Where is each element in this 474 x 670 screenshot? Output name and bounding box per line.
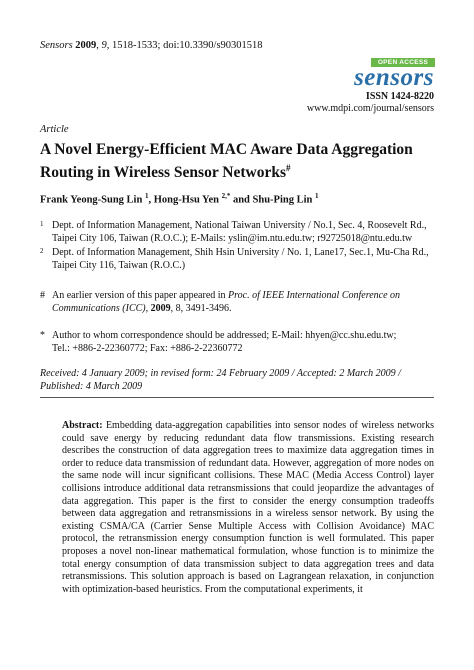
issn: ISSN 1424-8220 xyxy=(365,91,434,102)
paper-title xyxy=(40,141,440,182)
author-name: Frank Yeong-Sung Lin xyxy=(40,194,143,206)
note-venue: Proc. of IEEE International Conference on Communications (ICC) xyxy=(52,290,401,314)
correspondence-line-2: Tel.: +886-2-22360772; Fax: +886-2-22360772 xyxy=(52,342,243,354)
author-name: Hong-Hsu Yen xyxy=(153,194,219,206)
section-divider xyxy=(40,397,434,398)
author-sep: and xyxy=(230,194,253,206)
note-post: , 8, 3491-3496. xyxy=(170,302,232,314)
affiliation-number: 2 xyxy=(40,247,44,255)
author-affil-sup: 1 xyxy=(144,192,149,200)
publication-dates: Received: 4 January 2009; in revised form: 24 February 2009 / Accepted: 2 March 2009 / Published: 4 March 2009 xyxy=(40,368,401,392)
journal-logo: sensors xyxy=(354,64,434,91)
title-text: A Novel Energy-Efficient MAC Aware Data Aggregation Routing in Wireless Sensor Networks xyxy=(40,141,413,182)
note-pre: An earlier version of this paper appeared in xyxy=(52,290,229,301)
affiliation-text: Dept. of Information Management, Shih Hsin University / No. 1, Lane17, Sec.1, Mu-Cha Rd., Taipei City 116, Taiwan (R.O.C.) xyxy=(52,247,429,271)
affiliation-text: Dept. of Information Management, National Taiwan University / No.1, Sec. 4, Roosevelt Rd., Taipei City 106, Taiwan (R.O.C.); E-Mails: yslin@im.ntu.edu.tw; r92725018@ntu.edu.tw xyxy=(52,220,427,244)
correspondence-note xyxy=(40,330,440,355)
article-type: Article xyxy=(40,124,69,135)
author-affil-sup: 2,* xyxy=(221,192,231,200)
journal-name: Sensors xyxy=(40,40,73,51)
note-mark: * xyxy=(40,330,45,341)
affiliation-2 xyxy=(40,247,440,272)
affiliation-1 xyxy=(40,220,440,245)
journal-year: 2009 xyxy=(75,40,97,51)
author-sep: , xyxy=(148,194,154,206)
abstract xyxy=(62,420,434,596)
author-affil-sup: 1 xyxy=(314,192,319,200)
note-year: 2009 xyxy=(150,302,171,314)
title-mark: # xyxy=(286,163,291,173)
correspondence-line-1: Author to whom correspondence should be addressed; E-Mail: hhyen@cc.shu.edu.tw; xyxy=(52,330,397,341)
journal-website: www.mdpi.com/journal/sensors xyxy=(306,103,434,114)
abstract-label: Abstract: xyxy=(62,420,103,431)
journal-volume: 9 xyxy=(101,40,107,51)
abstract-text: Embedding data-aggregation capabilities into sensor nodes of wireless networks could save energy by reducing redundant data flow transmissions. Existing research describes the construction of data aggregation trees to maximize data aggregation times in order to reduce data transmission of redundant data. However, aggregation of more nodes on the same node will incur significant collisions. These MAC (Media Access Control) layer collisions introduce additional data retransmissions that could jeopardize the advantages of data aggregation. This paper is the first to consider the energy consumption tradeoffs between data aggregation and retransmissions in a wireless sensor network. By using the existing CSMA/CA (Carrier Sense Multiple Access with Collision Avoidance) MAC protocol, the retransmission energy consumption function is well formulated. This paper proposes a novel non-linear mathematical formulation, whose function is to minimize the total energy consumption of data transmission subject to data aggregation trees and data retransmissions. This solution approach is based on Lagrangean relaxation, in conjunction with optimization-based heuristics. From the computational experiments, it xyxy=(62,420,435,595)
open-access-badge: OPEN ACCESS xyxy=(371,58,435,67)
earlier-version-note xyxy=(40,290,440,315)
affiliation-number: 1 xyxy=(40,220,44,228)
author-name: Shu-Ping Lin xyxy=(252,194,313,206)
author-list xyxy=(40,192,440,206)
citation-line: Sensors 2009, 9, 1518-1533; doi:10.3390/s90301518 xyxy=(40,40,263,51)
note-sep: , xyxy=(145,302,151,314)
note-mark: # xyxy=(40,290,45,301)
pages-doi: , 1518-1533; doi:10.3390/s90301518 xyxy=(106,40,263,51)
